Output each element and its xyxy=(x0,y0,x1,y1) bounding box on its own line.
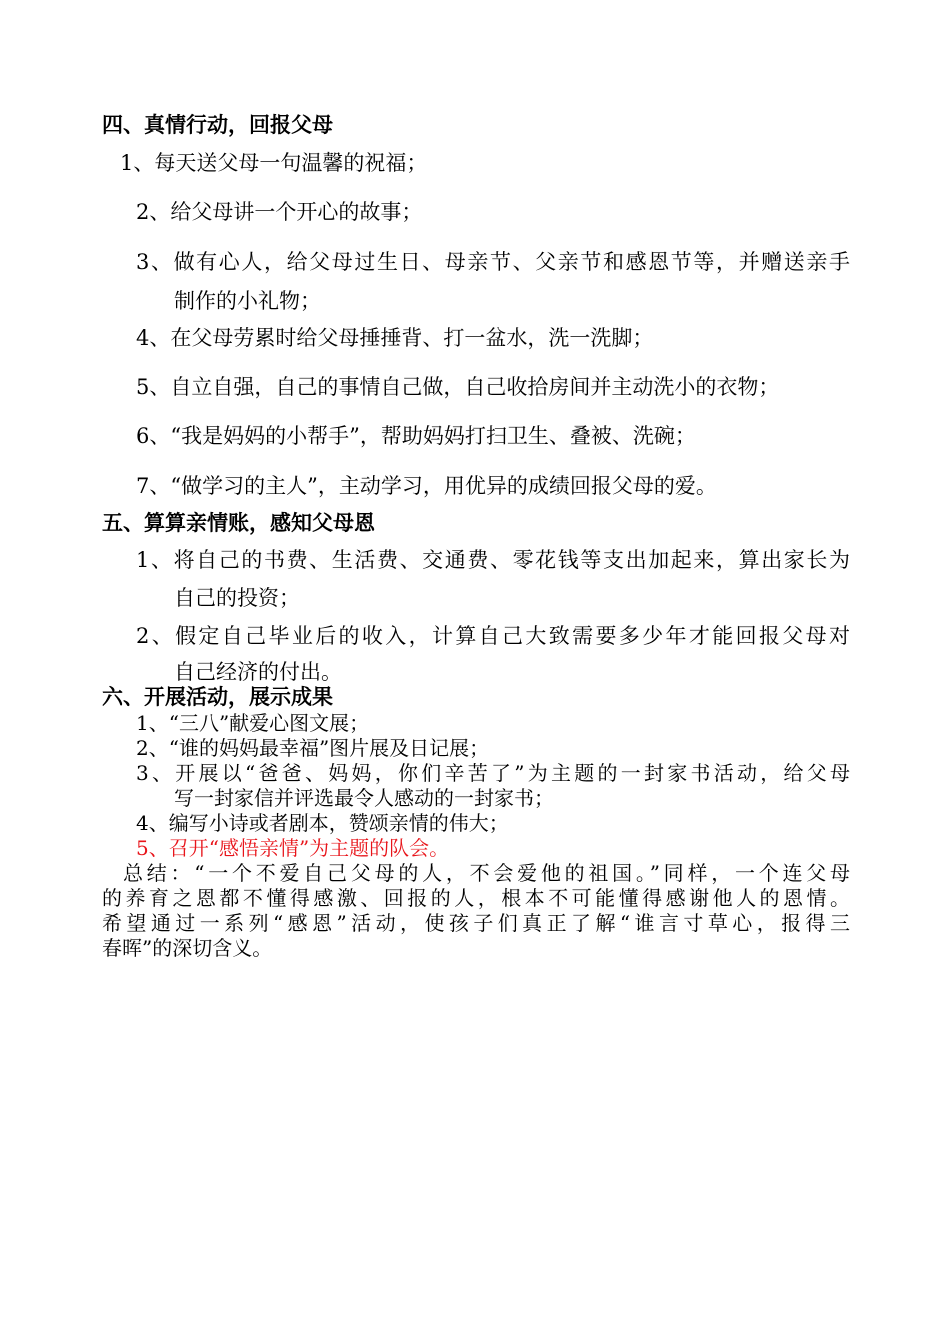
section-5-item-1: 1、将自己的书费、生活费、交通费、零花钱等支出加起来，算出家长为 xyxy=(136,548,850,572)
summary-line-3: 希望通过一系列“感恩”活动，使孩子们真正了解“谁言寸草心，报得三 xyxy=(102,911,850,935)
section-4-item-6: 6、“我是妈妈的小帮手”，帮助妈妈打扫卫生、叠被、洗碗； xyxy=(136,424,696,448)
section-4-item-1: 1、每天送父母一句温馨的祝福； xyxy=(120,151,428,175)
section-5-item-2-cont: 自己经济的付出。 xyxy=(174,660,342,684)
section-4-item-3: 3、做有心人，给父母过生日、母亲节、父亲节和感恩节等，并赠送亲手 xyxy=(136,250,850,274)
section-5-item-1-cont: 自己的投资； xyxy=(174,586,300,610)
summary-line-2: 的养育之恩都不懂得感激、回报的人，根本不可能懂得感谢他人的恩情。 xyxy=(102,886,850,910)
section-4-heading: 四、真情行动，回报父母 xyxy=(102,113,333,137)
section-6-item-4: 4、编写小诗或者剧本，赞颂亲情的伟大； xyxy=(136,811,509,835)
section-4-item-5: 5、自立自强，自己的事情自己做，自己收拾房间并主动洗小的衣物； xyxy=(136,375,780,399)
section-6-item-5-highlighted: 5、召开“感悟亲情”为主题的队会。 xyxy=(136,836,450,860)
section-6-item-1: 1、“三八”献爱心图文展； xyxy=(136,711,370,735)
section-4-item-3-cont: 制作的小礼物； xyxy=(174,289,321,313)
section-5-heading: 五、算算亲情账，感知父母恩 xyxy=(102,511,375,535)
summary-line-1: 总结：“一个不爱自己父母的人，不会爱他的祖国。”同样，一个连父母 xyxy=(123,861,850,885)
summary-line-4: 春晖”的深切含义。 xyxy=(102,936,273,960)
section-6-item-3-cont: 写一封家信并评选最令人感动的一封家书； xyxy=(174,786,554,810)
section-4-item-7: 7、“做学习的主人”，主动学习，用优异的成绩回报父母的爱。 xyxy=(136,474,717,498)
section-4-item-4: 4、在父母劳累时给父母捶捶背、打一盆水，洗一洗脚； xyxy=(136,326,654,350)
section-6-heading: 六、开展活动，展示成果 xyxy=(102,685,333,709)
section-6-item-2: 2、“谁的妈妈最幸福”图片展及日记展； xyxy=(136,736,490,760)
section-6-item-3: 3、开展以“爸爸、妈妈，你们辛苦了”为主题的一封家书活动，给父母 xyxy=(136,761,850,785)
section-4-item-2: 2、给父母讲一个开心的故事； xyxy=(136,200,423,224)
section-5-item-2: 2、假定自己毕业后的收入，计算自己大致需要多少年才能回报父母对 xyxy=(136,624,850,648)
